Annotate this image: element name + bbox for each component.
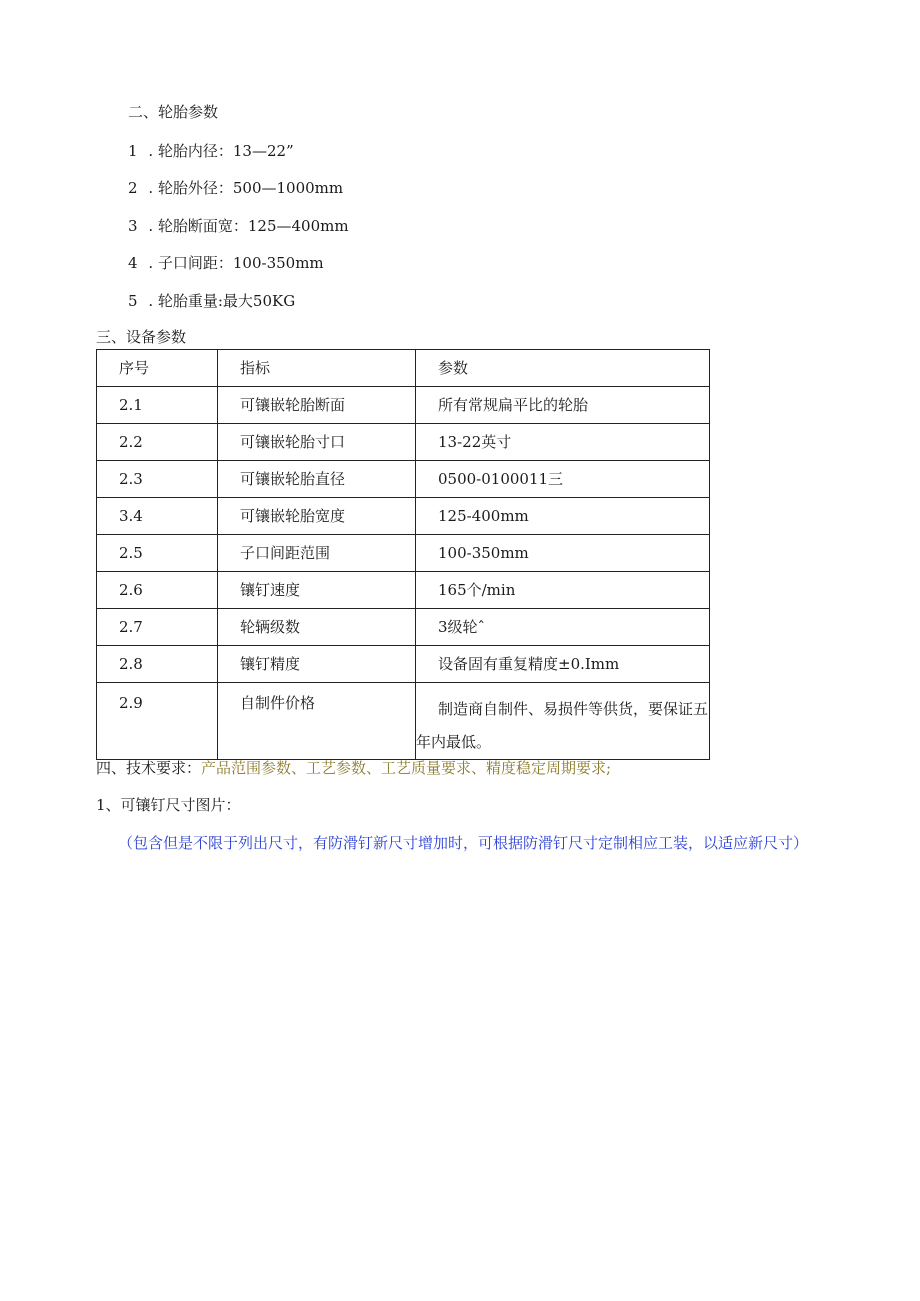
item-number: 5	[128, 292, 138, 310]
cell-number: 2.6	[97, 572, 218, 609]
item-text: . 轮胎外径：500—1000mm	[148, 179, 344, 197]
cell-value: 0500-0100011三	[416, 461, 710, 498]
cell-value: 3级轮ˆ	[416, 609, 710, 646]
subsection-1-heading: 1、可镶钉尺寸图片：	[96, 796, 241, 814]
table-row	[97, 424, 710, 461]
header-cell: 序号	[97, 350, 218, 387]
cell-indicator: 镶钉精度	[218, 646, 416, 683]
item-text: . 轮胎重量:最大50KG	[148, 292, 296, 310]
cell-number: 2.5	[97, 535, 218, 572]
section-4-heading	[96, 758, 611, 778]
cell-number: 2.1	[97, 387, 218, 424]
table-row	[97, 683, 710, 760]
item-text: . 轮胎断面宽：125—400mm	[148, 217, 349, 235]
section-4-heading-prefix: 四、技术要求：	[96, 759, 202, 777]
cell-indicator: 轮辆级数	[218, 609, 416, 646]
cell-value: 设备固有重复精度±0.Imm	[416, 646, 710, 683]
cell-indicator: 子口间距范围	[218, 535, 416, 572]
list-item	[128, 291, 295, 311]
cell-indicator: 可镶嵌轮胎直径	[218, 461, 416, 498]
note-paragraph	[82, 831, 822, 855]
cell-indicator: 可镶嵌轮胎寸口	[218, 424, 416, 461]
item-number: 2	[128, 179, 138, 197]
section-2-heading: 二、轮胎参数	[128, 103, 219, 121]
item-number: 3	[128, 217, 138, 235]
table-row	[97, 572, 710, 609]
list-item	[128, 178, 343, 198]
cell-value: 100-350mm	[416, 535, 710, 572]
cell-value: 165个/min	[416, 572, 710, 609]
cell-indicator: 可镶嵌轮胎宽度	[218, 498, 416, 535]
table-header-row	[97, 350, 710, 387]
list-item	[128, 216, 349, 236]
list-item	[128, 253, 324, 273]
item-text: . 子口间距：100-350mm	[148, 254, 324, 272]
cell-number: 2.8	[97, 646, 218, 683]
section-4-heading-rest: 产品范围参数、工艺参数、工艺质量要求、精度稳定周期要求;	[201, 759, 612, 777]
list-item	[128, 141, 294, 161]
cell-number: 3.4	[97, 498, 218, 535]
cell-number: 2.9	[97, 683, 218, 760]
table-row	[97, 609, 710, 646]
equipment-params-table	[96, 349, 710, 760]
cell-number: 2.3	[97, 461, 218, 498]
cell-value-text: 制造商自制件、易损件等供货，要保证五年内最低。	[416, 700, 709, 751]
cell-number: 2.7	[97, 609, 218, 646]
item-number: 1	[128, 142, 138, 160]
item-text: . 轮胎内径：13—22”	[148, 142, 294, 160]
section-3-heading: 三、设备参数	[96, 328, 187, 346]
cell-value: 125-400mm	[416, 498, 710, 535]
header-cell: 参数	[416, 350, 710, 387]
cell-number: 2.2	[97, 424, 218, 461]
cell-value	[416, 683, 710, 760]
table-row	[97, 461, 710, 498]
cell-indicator: 可镶嵌轮胎断面	[218, 387, 416, 424]
table-row	[97, 646, 710, 683]
cell-value: 13-22英寸	[416, 424, 710, 461]
table-row	[97, 498, 710, 535]
cell-indicator: 自制件价格	[218, 683, 416, 760]
cell-indicator: 镶钉速度	[218, 572, 416, 609]
table-row	[97, 387, 710, 424]
note-text: （包含但是不限于列出尺寸，有防滑钉新尺寸增加时，可根据防滑钉尺寸定制相应工装，以适应新尺寸）	[118, 834, 809, 852]
cell-value: 所有常规扁平比的轮胎	[416, 387, 710, 424]
header-cell: 指标	[218, 350, 416, 387]
table-row	[97, 535, 710, 572]
item-number: 4	[128, 254, 138, 272]
